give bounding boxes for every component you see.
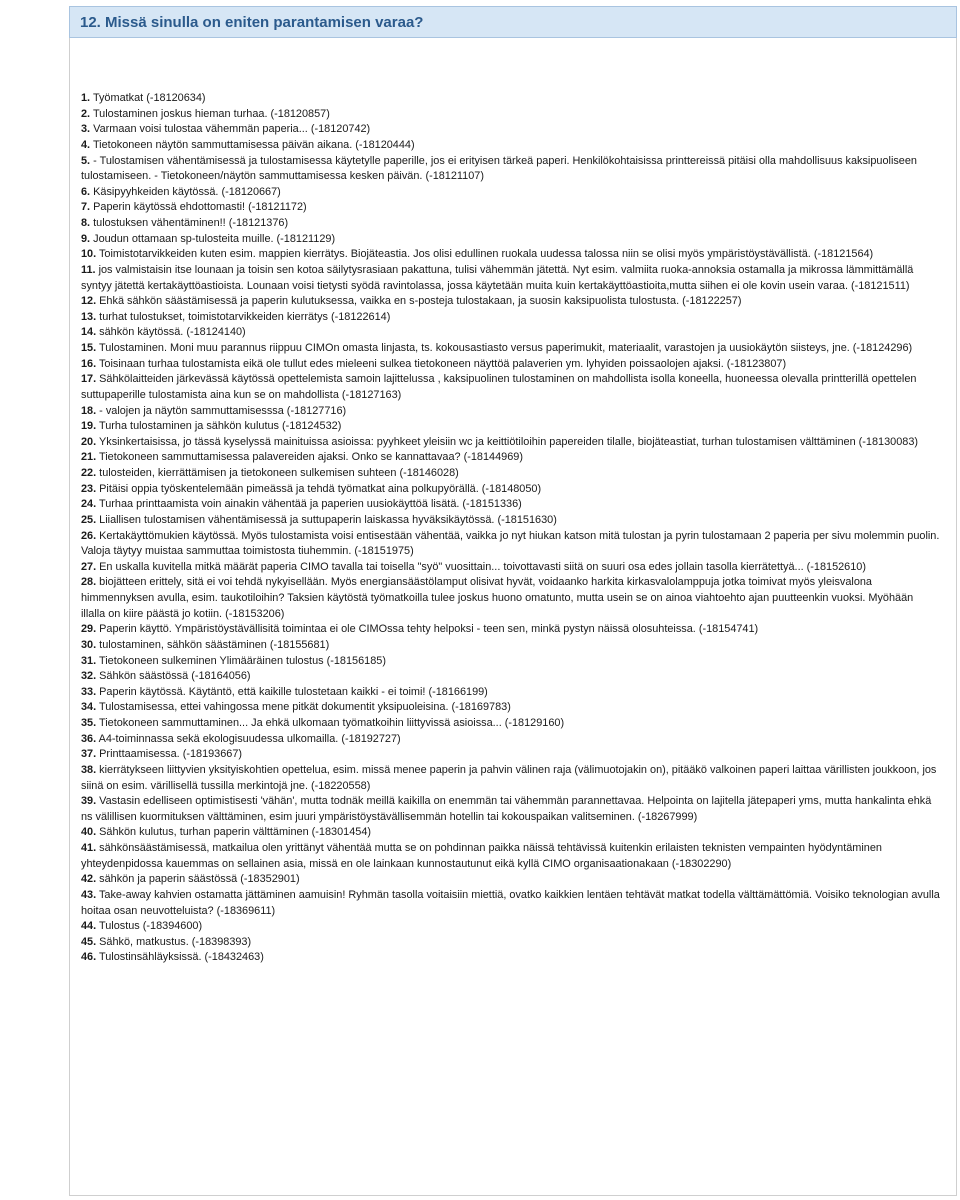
answer-item	[81, 716, 940, 732]
answer-number: 22.	[81, 467, 97, 479]
answer-item	[81, 122, 940, 138]
answer-item	[81, 763, 940, 794]
answer-item	[81, 747, 940, 763]
answer-number: 43.	[81, 888, 97, 901]
answer-text: Tietokoneen sammuttaminen... Ja ehkä ulkomaan työmatkoihin liittyvissä asioissa... (-18129160)	[98, 717, 565, 729]
answer-item	[81, 294, 940, 310]
answer-text: En uskalla kuvitella mitkä määrät paperia CIMO tavalla tai toisella "syö" vuosittain... toivottavasti siitä on suuri osa edes jollain tasolla kierrätettyä... (-18152610)	[99, 560, 866, 573]
answer-text: Toisinaan turhaa tulostamista eikä ole tullut edes mieleeni sulkea tietokoneen näyttöä palaverien ym. lyhyiden poissaolojen ajaksi. (-18123807)	[98, 357, 787, 370]
question-header	[69, 6, 957, 38]
answer-text: Joudun ottamaan sp-tulosteita muille. (-18121129)	[93, 232, 336, 245]
answer-text: Paperin käyttö. Ympäristöystävällisitä toimintaa ei ole CIMOssa tehty helpoksi - teen sen, minkä pystyn näissä olosuhteissa. (-18154741)	[99, 623, 759, 636]
answer-number: 33.	[81, 685, 97, 698]
answer-number: 12.	[81, 295, 97, 308]
answer-item	[81, 482, 940, 498]
answer-text: Sähkön säästössä (-18164056)	[99, 670, 251, 683]
answer-number: 23.	[81, 482, 97, 495]
answer-text: Liiallisen tulostamisen vähentämisessä ja suttupaperin laiskassa hyväksikäytössä. (-18151630)	[99, 513, 557, 526]
answer-item	[81, 310, 940, 326]
answer-number: 3.	[81, 123, 91, 136]
answer-number: 1.	[81, 92, 91, 104]
answer-number: 13.	[81, 310, 97, 323]
answer-number: 6.	[81, 185, 91, 198]
answer-text: sähkönsäästämisessä, matkailua olen yrittänyt vähentää mutta se on pohdinnan paikka näissä tehtävissä kuitenkin erilaisten teknisten vempainten hyödyntäminen yhteydenpidossa kauemmas on sellainen asia, missä en ole lainkaan kunnostautunut eikä kyllä CIMO organisaationakaan (-18302290)	[81, 842, 882, 870]
answers-panel	[69, 38, 957, 1196]
answer-item	[81, 622, 940, 638]
answer-text: tulosteiden, kierrättämisen ja tietokoneen sulkemisen suhteen (-18146028)	[99, 467, 459, 479]
answer-text: jos valmistaisin itse lounaan ja toisin sen kotoa säilytysrasiaan pakattuna, tulisi vähemmän jätettä. Nyt esim. valmiita ruoka-annoksia ostamalla ja mikrossa lämmittämällä syntyy jätettä kertakäyttöastioista. Lounaan voisi tietysti syödä ravintolassa, jossa käytetään muita kuin kertakäyttöastioita,mutta siihen ei ole kovin usein varaa. (-18121511)	[81, 263, 914, 292]
answer-number: 30.	[81, 638, 97, 651]
answer-item	[81, 497, 940, 513]
answer-number: 21.	[81, 451, 97, 464]
answer-text: sähkön käytössä. (-18124140)	[99, 326, 246, 339]
answer-item	[81, 91, 940, 107]
question-title: 12. Missä sinulla on eniten parantamisen varaa?	[80, 13, 424, 31]
answer-item	[81, 138, 940, 154]
answer-number: 31.	[81, 654, 97, 667]
answer-text: Tulostus (-18394600)	[98, 920, 203, 933]
answer-text: Sähkö, matkustus. (-18398393)	[99, 935, 252, 948]
answer-item	[81, 200, 940, 216]
answer-number: 25.	[81, 513, 97, 526]
answer-text: Take-away kahvien ostamatta jättäminen aamuisin! Ryhmän tasolla voitaisiin miettiä, ovatko kaikkien lentäen tehtävät matkat todella välttämättömiä. Voisiko teknologian avulla hoitaa osan neuvotteluista? (-18369611)	[81, 888, 940, 917]
answer-item	[81, 263, 940, 294]
answer-text: Ehkä sähkön säästämisessä ja paperin kulutuksessa, vaikka en s-posteja tulostakaan, ja suosin kaksipuolista tulostusta. (-18122257)	[99, 295, 742, 308]
answer-text: turhat tulostukset, toimistotarvikkeiden kierrätys (-18122614)	[99, 310, 391, 323]
answer-number: 19.	[81, 420, 97, 433]
answer-text: tulostaminen, sähkön säästäminen (-18155681)	[99, 638, 330, 651]
answer-item	[81, 732, 940, 748]
answer-item	[81, 919, 940, 935]
answer-text: - Tulostamisen vähentämisessä ja tulostamisessa käytetylle paperille, jos ei erityisen tärkeä paperi. Henkilökohtaisissa printtereissä pitäisi olla mahdollisuus kaksipuoliseen tulostamiseen. - Tietokoneen/näytön sammuttamisessa kesken päivän. (-18121107)	[81, 154, 917, 183]
answer-item	[81, 357, 940, 373]
answer-item	[81, 247, 940, 263]
answer-number: 11.	[81, 263, 96, 276]
answer-text: tulostuksen vähentäminen!! (-18121376)	[93, 217, 289, 229]
answer-item	[81, 154, 940, 185]
answer-number: 15.	[81, 342, 97, 354]
answer-item	[81, 435, 940, 451]
answer-item	[81, 935, 940, 951]
answer-number: 39.	[81, 795, 97, 808]
answer-text: Tulostaminen. Moni muu parannus riippuu CIMOn omasta linjasta, ts. kokousastiasto versus paperimukit, materiaalit, varastojen ja uusiokäytön siisteys, jne. (-18124296)	[98, 342, 913, 354]
answer-number: 42.	[81, 873, 97, 886]
answer-text: Printtaamisessa. (-18193667)	[99, 748, 243, 761]
answer-number: 17.	[81, 373, 97, 386]
answer-number: 27.	[81, 560, 97, 573]
answer-number: 32.	[81, 670, 97, 683]
answer-text: Tietokoneen sammuttamisessa palavereiden ajaksi. Onko se kannattavaa? (-18144969)	[98, 451, 523, 464]
answer-number: 26.	[81, 529, 97, 542]
answer-item	[81, 450, 940, 466]
answer-text: Tietokoneen sulkeminen Ylimääräinen tulostus (-18156185)	[98, 654, 386, 667]
answer-number: 38.	[81, 763, 97, 776]
answer-text: A4-toiminnassa sekä ekologisuudessa ulkomailla. (-18192727)	[98, 732, 401, 745]
answer-number: 9.	[81, 232, 91, 245]
answer-text: Työmatkat (-18120634)	[92, 92, 206, 104]
answer-item	[81, 232, 940, 248]
answer-number: 41.	[81, 842, 97, 854]
answer-number: 24.	[81, 498, 97, 511]
answer-item	[81, 575, 940, 622]
answer-number: 20.	[81, 435, 97, 448]
answer-number: 37.	[81, 748, 97, 761]
answer-item	[81, 794, 940, 825]
answer-text: kierrätykseen liittyvien yksityiskohtien opettelua, esim. missä menee paperin ja pahvin välinen raja (välimuotojakin on), pitääkö valkoinen paperi laittaa värillisten joukkoon, jos siinä on esim. värillisellä tussilla merkintojä jne. (-18220558)	[81, 763, 937, 792]
answer-item	[81, 888, 940, 919]
answer-list	[81, 91, 940, 966]
answer-text: Käsipyyhkeiden käytössä. (-18120667)	[93, 185, 281, 198]
answer-number: 36.	[81, 732, 97, 745]
answer-item	[81, 466, 940, 482]
answer-item	[81, 419, 940, 435]
answer-text: Sähkön kulutus, turhan paperin välttäminen (-18301454)	[99, 826, 372, 839]
answer-text: Pitäisi oppia työskentelemään pimeässä ja tehdä työmatkat aina polkupyörällä. (-18148050)	[99, 482, 542, 495]
answer-item	[81, 404, 940, 420]
answer-number: 2.	[81, 107, 91, 120]
answer-item	[81, 185, 940, 201]
answer-number: 46.	[81, 951, 97, 964]
answer-number: 5.	[81, 154, 91, 167]
answer-item	[81, 638, 940, 654]
answer-text: Varmaan voisi tulostaa vähemmän paperia... (-18120742)	[93, 123, 371, 136]
answer-item	[81, 654, 940, 670]
answer-text: sähkön ja paperin säästössä (-18352901)	[99, 873, 300, 886]
answer-number: 45.	[81, 935, 97, 948]
answer-item	[81, 107, 940, 123]
answer-number: 35.	[81, 717, 97, 729]
answer-number: 16.	[81, 357, 97, 370]
answer-number: 34.	[81, 701, 97, 714]
answer-text: - valojen ja näytön sammuttamisesssa (-18127716)	[99, 404, 347, 417]
answer-number: 18.	[81, 404, 97, 417]
answer-item	[81, 341, 940, 357]
answer-item	[81, 216, 940, 232]
answer-number: 28.	[81, 576, 97, 589]
answer-text: Tulostamisessa, ettei vahingossa mene pitkät dokumentit yksipuoleisina. (-18169783)	[98, 701, 511, 714]
answer-item	[81, 825, 940, 841]
answer-text: Tulostaminen joskus hieman turhaa. (-18120857)	[92, 107, 330, 120]
answer-item	[81, 325, 940, 341]
answer-item	[81, 529, 940, 560]
answer-text: Sähkölaitteiden järkevässä käytössä opettelemista samoin lajittelussa , kaksipuolinen tulostaminen on mahdollista isolla koneella, huoneessa olevalla printterillä opettelen suttupaperille tulostamista aina kun se on mahdollista (-18127163)	[81, 373, 917, 401]
answer-text: biojätteen erittely, sitä ei voi tehdä nykyisellään. Myös energiansäästölamput olisivat hyvät, voidaanko harkita kirkasvalolamppuja jotka toimivat myös yleisvalona himmennyksen avulla, esim. taukotiloihin? Taksien käytöstä työmatkoilla tulee joskus huono omatunto, mutta usein se on ainoa viahtoehto ajan puutteenkin vuoksi. Myöhään illalla on kiire päästä jo kotiin. (-18153206)	[81, 576, 914, 620]
answer-text: Vastasin edelliseen optimistisesti 'vähän', mutta todnäk meillä kaikilla on enemmän tai vähemmän parannettavaa. Helpointa on lajitella jätepaperi yms, mutta hankalinta ehkä ns välillisen kuormituksen välttäminen, esim juuri ympäristöystävällisemmän hotellin tai kokouspaikan valitseminen. (-18267999)	[81, 795, 932, 823]
answer-number: 14.	[81, 326, 97, 339]
answer-text: Paperin käytössä ehdottomasti! (-18121172)	[93, 201, 307, 214]
answer-item	[81, 685, 940, 701]
answer-number: 7.	[81, 201, 91, 214]
answer-number: 10.	[81, 248, 97, 261]
answer-item	[81, 950, 940, 966]
answer-text: Tietokoneen näytön sammuttamisessa päivän aikana. (-18120444)	[92, 138, 415, 151]
survey-page	[69, 6, 957, 1196]
answer-number: 29.	[81, 623, 97, 636]
answer-item	[81, 372, 940, 403]
answer-text: Yksinkertaisissa, jo tässä kyselyssä mainituissa asioissa: pyyhkeet yleisiin wc ja keittiötiloihin papereiden tilalle, biojäteastiat, turhan tulostamisen välttäminen (-18130083)	[98, 435, 918, 448]
answer-item	[81, 513, 940, 529]
answer-number: 44.	[81, 920, 97, 933]
answer-item	[81, 560, 940, 576]
answer-text: Turhaa printtaamista voin ainakin vähentää ja paperien uusiokäyttöä lisätä. (-18151336)	[98, 498, 522, 511]
answer-text: Toimistotarvikkeiden kuten esim. mappien kierrätys. Biojäteastia. Jos olisi edullinen ruokala uudessa talossa niin se olisi myös ympäristöystävällistä. (-18121564)	[98, 248, 874, 261]
answer-item	[81, 700, 940, 716]
answer-text: Tulostinsähläyksissä. (-18432463)	[98, 951, 264, 964]
answer-item	[81, 841, 940, 872]
answer-text: Kertakäyttömukien käytössä. Myös tulostamista voisi entisestään vähentää, vaikka jo nyt hiukan katson mitä tulostan ja pyrin tulostamaan 2 paperia per sivu molemmin puolin. Valoja täytyy muistaa sammuttaa toimistosta tiuhemmin. (-18151975)	[81, 529, 940, 558]
answer-number: 4.	[81, 138, 91, 151]
answer-text: Turha tulostaminen ja sähkön kulutus (-18124532)	[98, 420, 342, 433]
answer-text: Paperin käytössä. Käytäntö, että kaikille tulostetaan kaikki - ei toimi! (-18166199)	[99, 685, 488, 698]
answer-number: 40.	[81, 826, 97, 839]
answer-item	[81, 669, 940, 685]
answer-item	[81, 872, 940, 888]
answer-number: 8.	[81, 217, 91, 229]
